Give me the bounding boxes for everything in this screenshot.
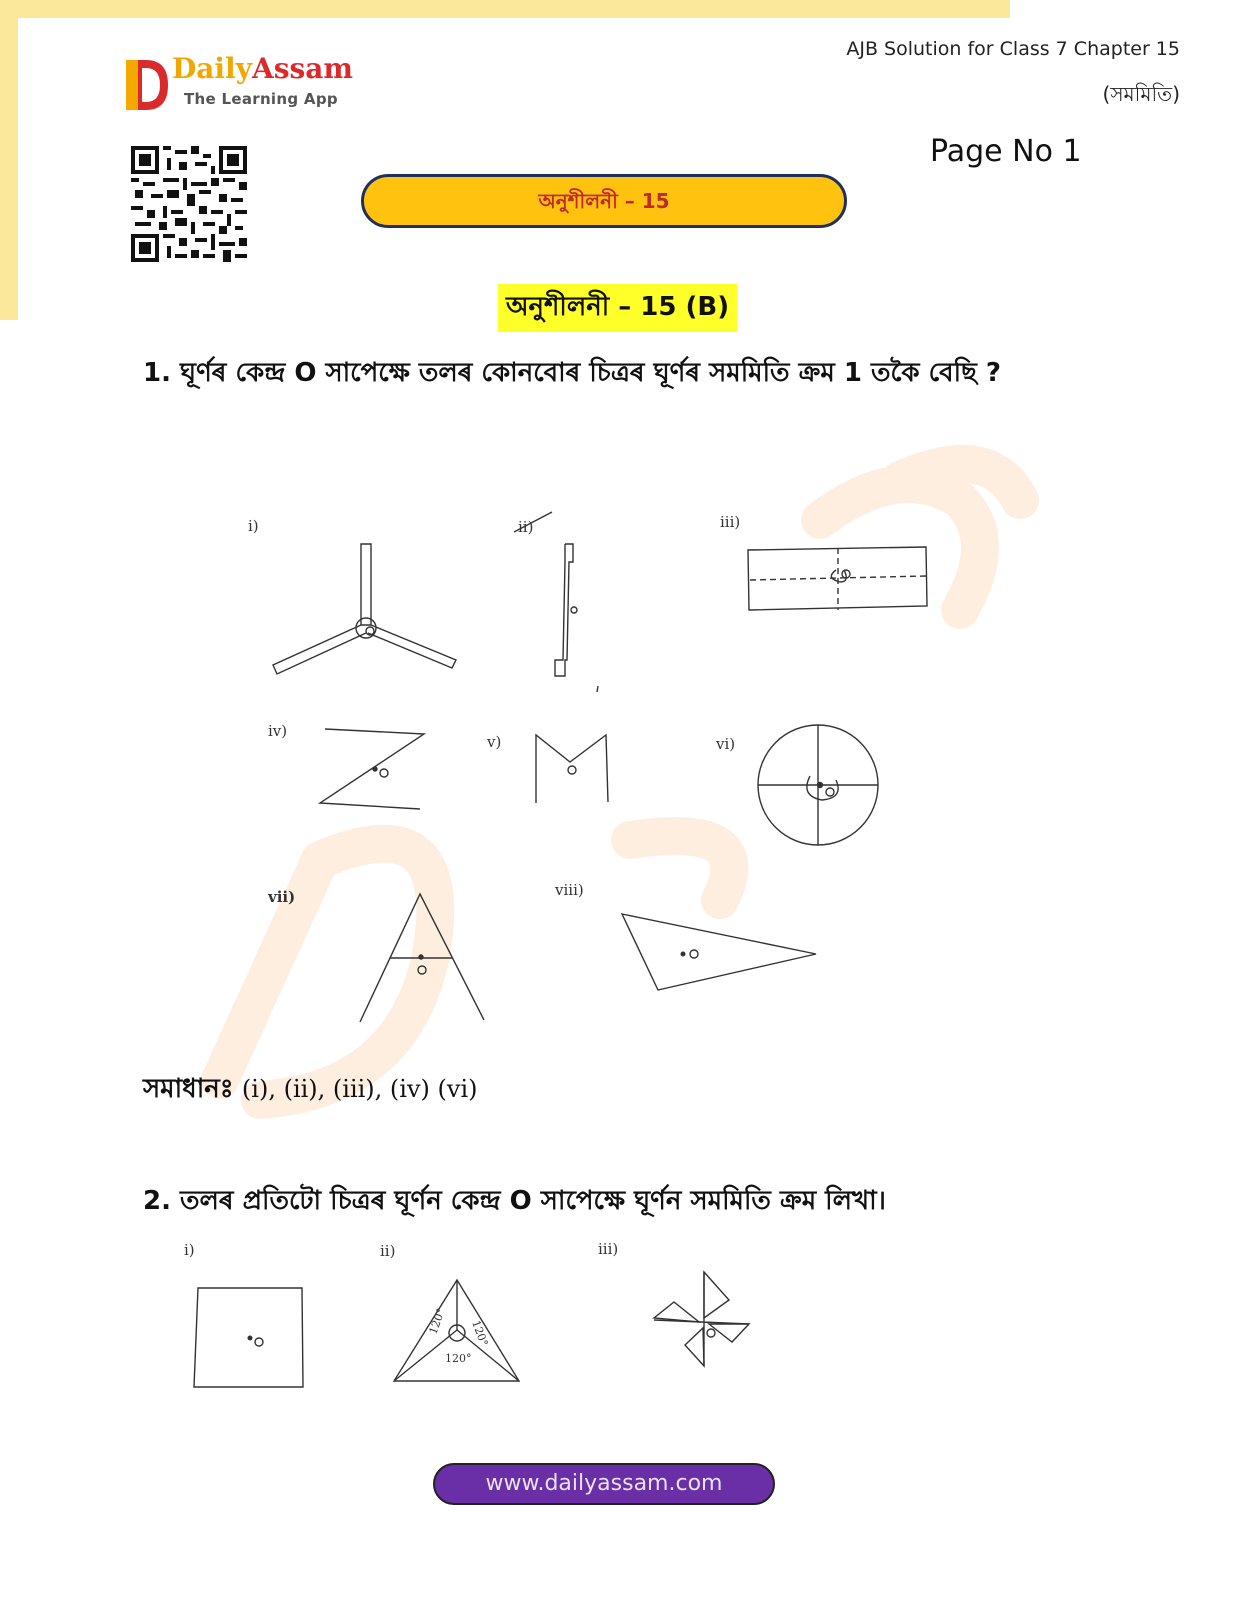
circle-figure [758, 725, 878, 845]
fan-figure [273, 544, 456, 674]
brand-name-part2: Assam [251, 52, 353, 85]
m-figure [536, 735, 608, 803]
header-title: AJB Solution for Class 7 Chapter 15 [846, 38, 1180, 60]
triangle-figure [622, 914, 816, 990]
z-figure [320, 729, 424, 809]
solution [143, 1068, 477, 1112]
q1-figure-label-vi: vi) [716, 735, 736, 753]
q1-figure-label-v: v) [487, 733, 502, 751]
angle-label-right: 120° [469, 1318, 491, 1348]
pinwheel-figure [654, 1272, 749, 1366]
qr-code-icon[interactable] [130, 146, 248, 262]
q1-figure-label-ii: ii) [518, 518, 534, 536]
page-border-top [0, 0, 1010, 18]
q2-figure-label-i: i) [184, 1241, 195, 1259]
question-2-text: 2. তলৰ প্ৰতিটো চিত্ৰৰ ঘূৰ্ণন কেন্দ্ৰ O সাপেক্ষে ঘূৰ্ণন সমমিতি ক্ৰম লিখা। [143, 1186, 886, 1216]
website-link[interactable]: www.dailyassam.com [433, 1463, 775, 1505]
angle-label-left: 120° [426, 1306, 448, 1337]
q1-figure-label-viii: viii) [555, 881, 584, 899]
section-title: অনুশীলনী – 15 (B) [498, 284, 737, 332]
equilateral-triangle-figure [394, 1280, 519, 1381]
solution-value: (i), (ii), (iii), (iv) (vi) [241, 1075, 478, 1103]
angle-label-bottom: 120° [445, 1352, 472, 1365]
q2-figures [180, 1260, 780, 1400]
rectangle-figure [748, 547, 927, 610]
q1-figure-label-vii: vii) [268, 888, 296, 906]
solution-label: সমাধানঃ [143, 1074, 234, 1104]
q2-figure-label-ii: ii) [380, 1242, 396, 1260]
brand-name-part1: Daily [172, 52, 252, 85]
page-border-left [0, 0, 18, 320]
exercise-banner: অনুশীলনী – 15 [361, 174, 847, 228]
q1-figure-label-i: i) [248, 517, 259, 535]
brand-name [172, 52, 353, 85]
brand-tagline: The Learning App [184, 90, 338, 108]
page-number: Page No 1 [930, 134, 1082, 169]
a-figure [360, 894, 484, 1022]
logo-icon [126, 58, 170, 112]
q1-figure-label-iii: iii) [720, 513, 741, 531]
q1-figure-label-iv: iv) [268, 722, 288, 740]
bar-figure [514, 512, 598, 692]
q2-figure-label-iii: iii) [598, 1240, 619, 1258]
question-1-text: 1. ঘূৰ্ণৰ কেন্দ্ৰ O সাপেক্ষে তলৰ কোনবোৰ চিত্ৰৰ ঘূৰ্ণৰ সমমিতি ক্ৰম 1 তকৈ বেছি ? [143, 358, 1001, 388]
q1-figures [240, 500, 940, 1040]
square-figure [194, 1288, 303, 1387]
header-subtitle: (সমমিতি) [1102, 82, 1180, 106]
